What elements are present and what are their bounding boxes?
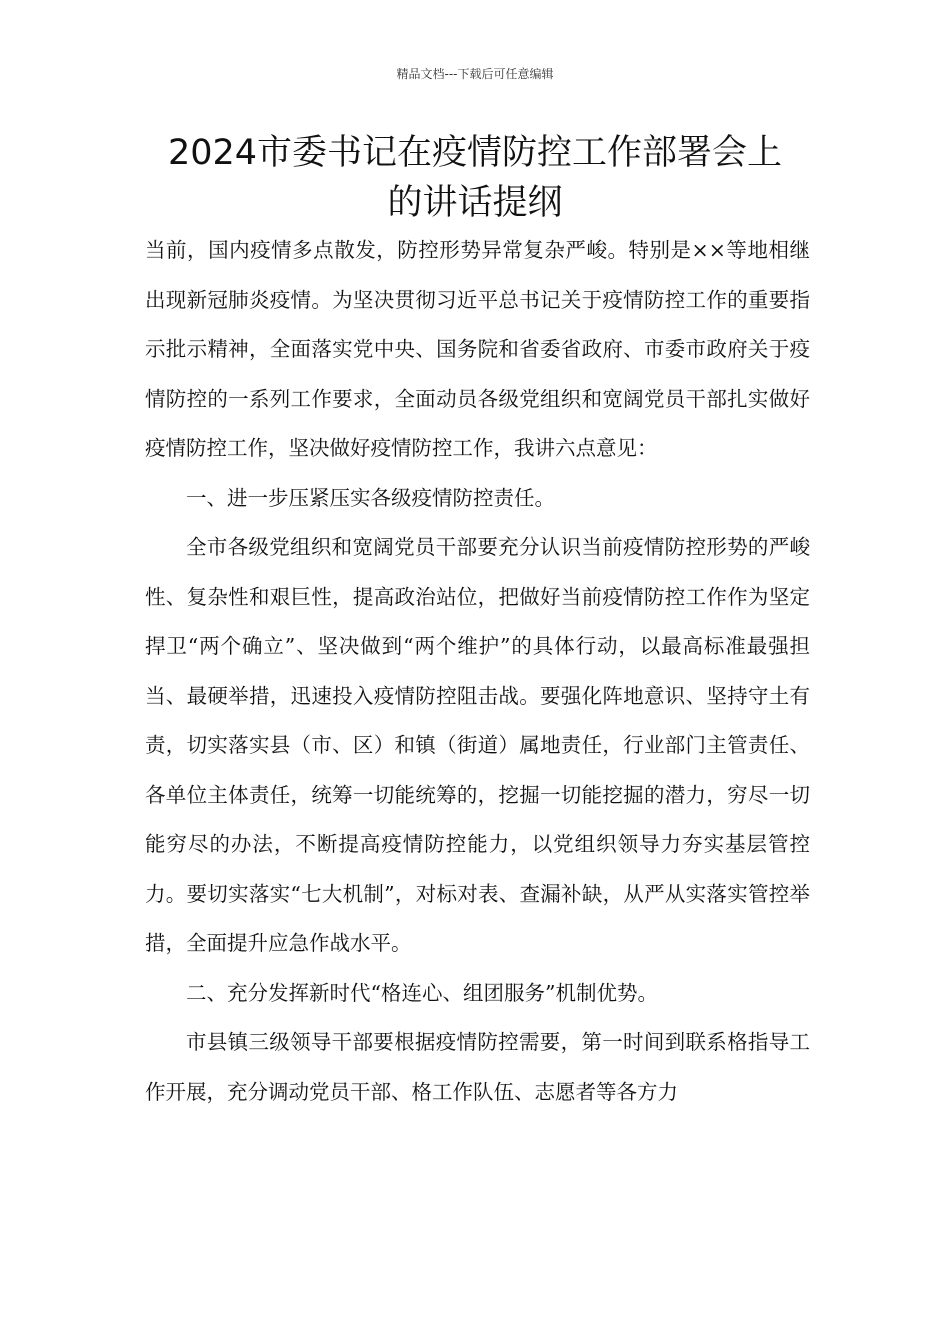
document-title: [120, 128, 830, 228]
document-body: [145, 226, 810, 1117]
paragraph-section-1: 全市各级党组织和宽阔党员干部要充分认识当前疫情防控形势的严峻性、复杂性和艰巨性，提高政治站位，把做好当前疫情防控工作作为坚定捍卫“两个确立”、坚决做到“两个维护”的具体行动，以最高标准最强担当、最硬举措，迅速投入疫情防控阻击战。要强化阵地意识、坚持守土有责，切实落实县（市、区）和镇（街道）属地责任，行业部门主管责任、各单位主体责任，统筹一切能统筹的，挖掘一切能挖掘的潜力，穷尽一切能穷尽的办法，不断提高疫情防控能力，以党组织领导力夯实基层管控力。要切实落实“七大机制”，对标对表、查漏补缺，从严从实落实管控举措，全面提升应急作战水平。: [145, 535, 810, 955]
section-heading-2: 二、充分发挥新时代“格连心、组团服务”机制优势。: [186, 980, 658, 1005]
document-title-line-2: 的讲话提纲: [387, 183, 563, 223]
paragraph-section-2: 市县镇三级领导干部要根据疫情防控需要，第一时间到联系格指导工作开展，充分调动党员干部、格工作队伍、志愿者等各方力: [145, 1030, 810, 1104]
document-title-line-1: 2024市委书记在疫情防控工作部署会上: [167, 133, 783, 173]
paragraph-intro: 当前，国内疫情多点散发，防控形势异常复杂严峻。特别是××等地相继出现新冠肺炎疫情。为坚决贯彻习近平总书记关于疫情防控工作的重要指示批示精神，全面落实党中央、国务院和省委省政府、市委市政府关于疫情防控的一系列工作要求，全面动员各级党组织和宽阔党员干部扎实做好疫情防控工作，坚决做好疫情防控工作，我讲六点意见：: [145, 238, 810, 460]
section-heading-1: 一、进一步压紧压实各级疫情防控责任。: [186, 485, 555, 510]
header-note: 精品文档---下载后可任意编辑: [396, 67, 554, 81]
